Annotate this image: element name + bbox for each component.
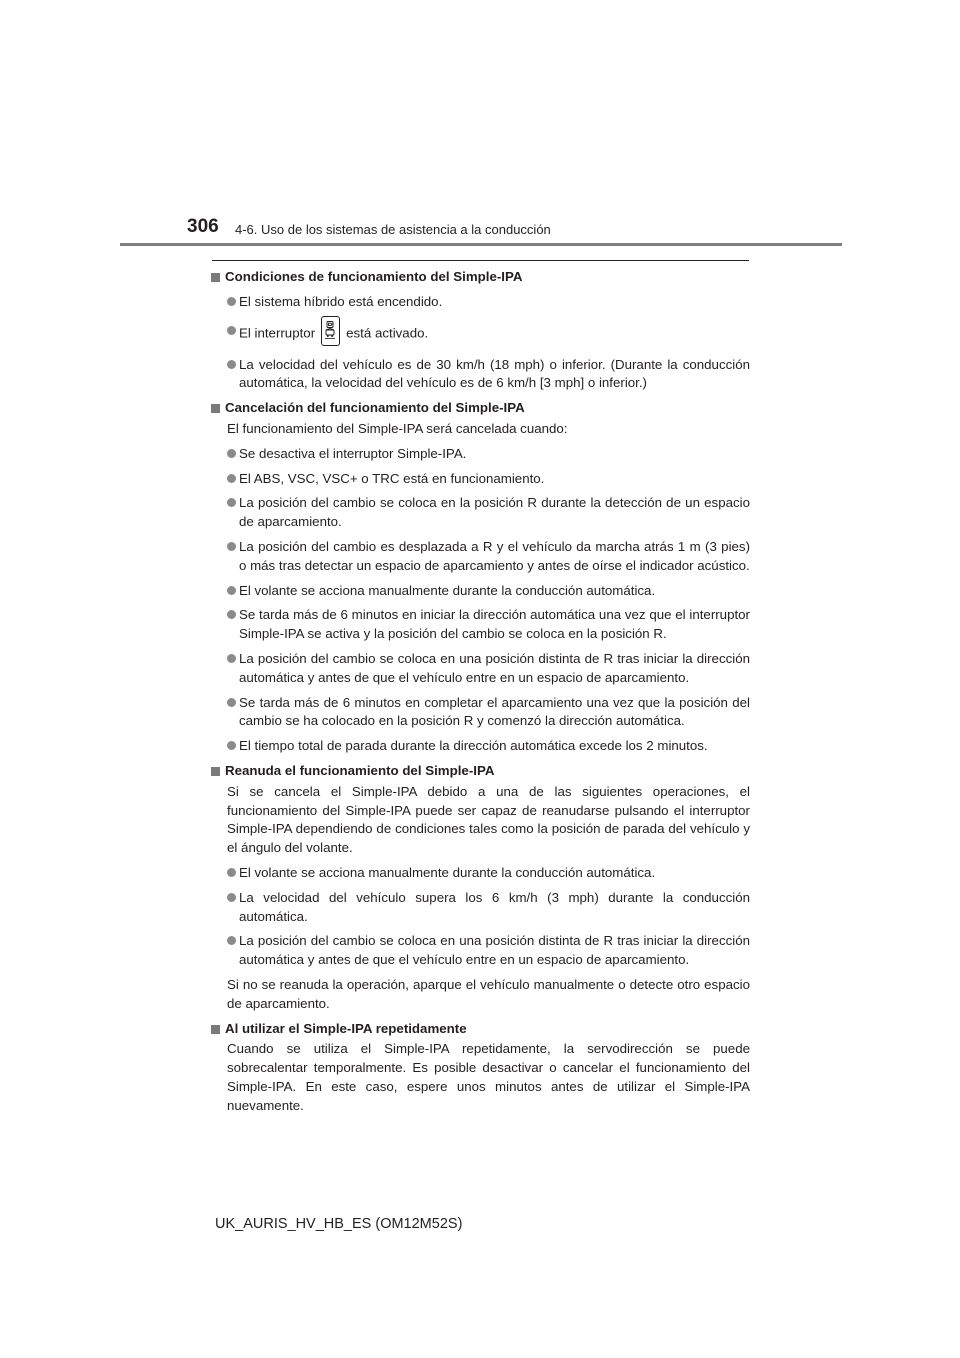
heading-repeated-use [210, 1020, 750, 1039]
parking-assist-switch-icon [321, 316, 340, 346]
list-item-text: La posición del cambio se coloca en una posición distinta de R tras iniciar la dirección automática y antes de que el vehículo entre en un espacio de aparcamiento. [239, 933, 750, 968]
list-item-text: La velocidad del vehículo es de 30 km/h (18 mph) o inferior. (Durante la conducción automática, la velocidad del vehículo es de 6 km/h [3 mph] o inferior.) [239, 356, 750, 391]
list-item [227, 293, 750, 312]
list-item-text: El ABS, VSC, VSC+ o TRC está en funcionamiento. [239, 470, 545, 486]
round-bullet-icon [227, 654, 236, 663]
round-bullet-icon [227, 610, 236, 619]
list-item [227, 494, 750, 532]
list-item [227, 694, 750, 732]
round-bullet-icon [227, 498, 236, 507]
list-item-text: Se desactiva el interruptor Simple-IPA. [239, 445, 467, 461]
paragraph: El funcionamiento del Simple-IPA será cancelada cuando: [227, 420, 568, 436]
list-item [227, 538, 750, 576]
page-number: 306 [187, 216, 219, 237]
round-bullet-icon [227, 893, 236, 902]
section-title: 4-6. Uso de los sistemas de asistencia a la conducción [235, 222, 551, 237]
round-bullet-icon [227, 698, 236, 707]
square-bullet-icon [211, 273, 220, 282]
square-bullet-icon [211, 404, 220, 413]
heading-text: Condiciones de funcionamiento del Simple-IPA [225, 269, 523, 284]
list-item [227, 932, 750, 970]
list-item [227, 889, 750, 927]
list-item-text: La posición del cambio se coloca en la posición R durante la detección de un espacio de aparcamiento. [239, 495, 750, 530]
list-item [227, 470, 750, 489]
paragraph: Cuando se utiliza el Simple-IPA repetidamente, la servodirección se puede sobrecalentar temporalmente. Es posible desactivar o cancelar el funcionamiento del Simple-IPA. En este caso, espere unos minutos antes de utilizar el Simple-IPA nuevamente. [227, 1041, 750, 1113]
list-item [227, 737, 750, 756]
footer-doc-code: UK_AURIS_HV_HB_ES (OM12M52S) [215, 1216, 463, 1232]
heading-conditions [210, 268, 750, 287]
list-item-text: El sistema híbrido está encendido. [239, 293, 443, 309]
list-item-text: está activado. [346, 325, 429, 341]
header-rule [120, 243, 842, 246]
paragraph: Si se cancela el Simple-IPA debido a una de las siguientes operaciones, el funcionamiento del Simple-IPA puede ser capaz de reanudarse pulsando el interruptor Simple-IPA dependiendo de condiciones tales como la posición de parada del vehículo y el ángulo del volante. [227, 783, 750, 856]
round-bullet-icon [227, 449, 236, 458]
list-item-text: La posición del cambio se coloca en una posición distinta de R tras iniciar la dirección automática y antes de que el vehículo entre en un espacio de aparcamiento. [239, 650, 750, 685]
content-rule [212, 260, 749, 261]
round-bullet-icon [227, 586, 236, 595]
list-item [227, 650, 750, 688]
list-item-text: El interruptor [239, 325, 316, 341]
page-content [210, 268, 750, 1121]
list-item-text: El tiempo total de parada durante la dirección automática excede los 2 minutos. [239, 738, 708, 754]
round-bullet-icon [227, 936, 236, 945]
list-item-text: El volante se acciona manualmente durante la conducción automática. [239, 582, 656, 598]
list-item-text: Se tarda más de 6 minutos en iniciar la dirección automática una vez que el interruptor Simple-IPA se activa y la posición del cambio se coloca en la posición R. [239, 607, 750, 642]
heading-resume [210, 762, 750, 781]
heading-text: Cancelación del funcionamiento del Simple-IPA [225, 400, 525, 416]
square-bullet-icon [211, 767, 220, 776]
round-bullet-icon [227, 474, 236, 483]
square-bullet-icon [211, 1025, 220, 1034]
round-bullet-icon [227, 326, 236, 335]
list-item-text: La velocidad del vehículo supera los 6 km/h (3 mph) durante la conducción automática. [239, 889, 750, 924]
round-bullet-icon [227, 542, 236, 551]
list-item [227, 606, 750, 644]
round-bullet-icon [227, 360, 236, 369]
heading-cancellation [210, 399, 750, 418]
list-item-text: La posición del cambio es desplazada a R y el vehículo da marcha atrás 1 m (3 pies) o más tras detectar un espacio de aparcamiento y antes de oírse el indicador acústico. [239, 538, 750, 573]
heading-text: Al utilizar el Simple-IPA repetidamente [225, 1020, 467, 1036]
round-bullet-icon [227, 868, 236, 877]
round-bullet-icon [227, 297, 236, 306]
paragraph: Si no se reanuda la operación, aparque el vehículo manualmente o detecte otro espacio de aparcamiento. [227, 976, 750, 1011]
list-item-text: El volante se acciona manualmente durante la conducción automática. [239, 864, 656, 880]
list-item-switch [227, 322, 750, 346]
list-item [227, 356, 750, 394]
list-item [227, 445, 750, 464]
round-bullet-icon [227, 741, 236, 750]
heading-text: Reanuda el funcionamiento del Simple-IPA [225, 762, 495, 778]
list-item [227, 864, 750, 883]
list-item [227, 582, 750, 601]
list-item-text: Se tarda más de 6 minutos en completar el aparcamiento una vez que la posición del cambio se ha colocado en la posición R y comenzó la dirección automática. [239, 694, 750, 729]
